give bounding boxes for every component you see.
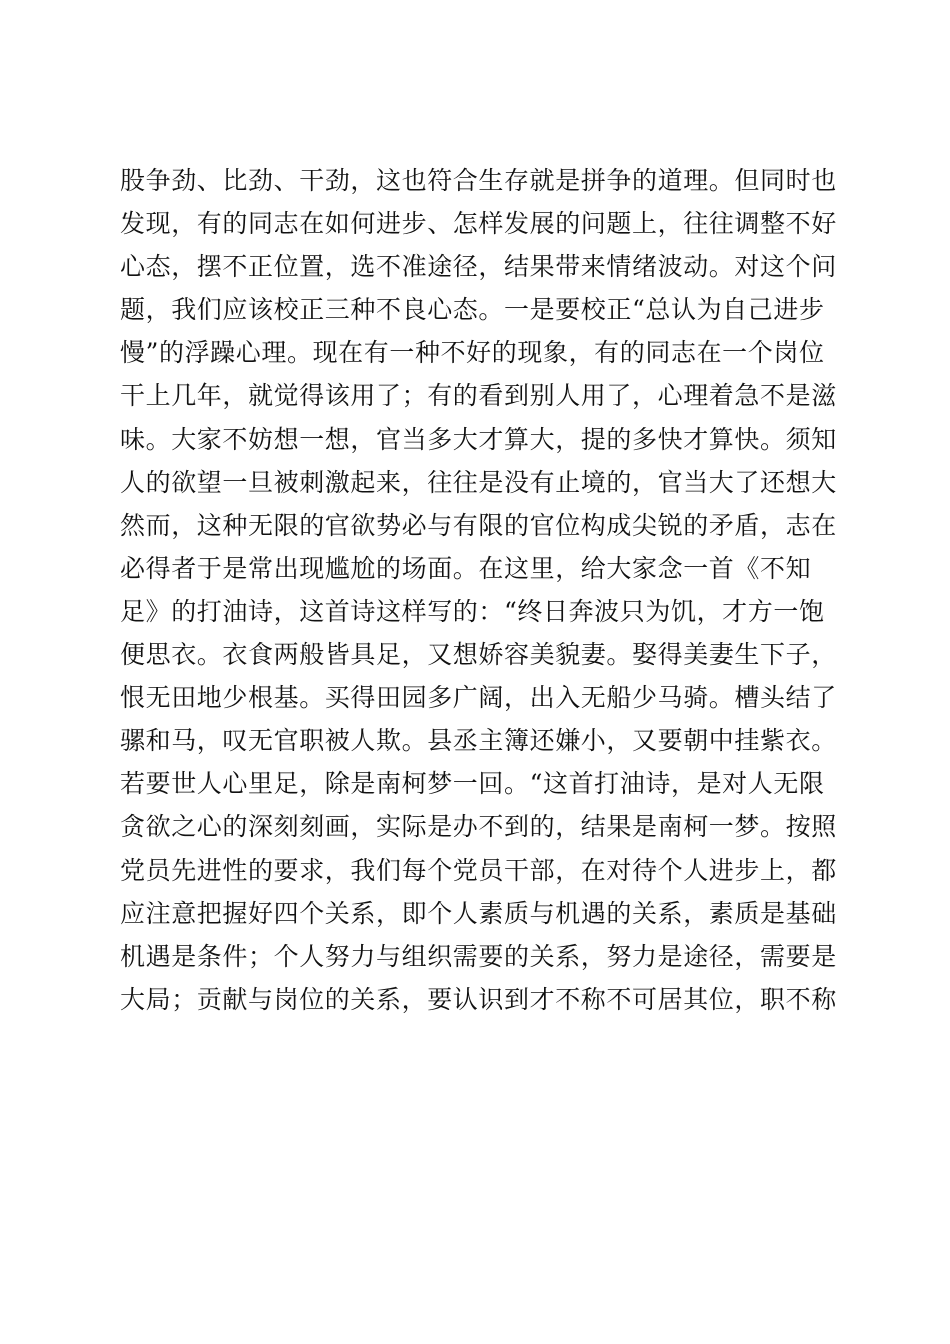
text-line-20: 大局；贡献与岗位的关系，要认识到才不称不可居其位，职不称 bbox=[120, 984, 837, 1014]
text-line-7: 味。大家不妨想一想，官当多大才算大，提的多快才算快。须知 bbox=[120, 424, 837, 454]
text-line-18: 应注意把握好四个关系，即个人素质与机遇的关系，素质是基础 bbox=[120, 898, 837, 928]
body-text bbox=[120, 159, 840, 1021]
text-line-19: 机遇是条件；个人努力与组织需要的关系，努力是途径，需要是 bbox=[120, 941, 837, 971]
text-line-6: 干上几年，就觉得该用了；有的看到别人用了，心理着急不是滋 bbox=[120, 381, 837, 411]
text-line-10: 必得者于是常出现尴尬的场面。在这里，给大家念一首《不知 bbox=[120, 553, 812, 583]
text-line-14: 骡和马，叹无官职被人欺。县丞主簿还嫌小，又要朝中挂紫衣。 bbox=[120, 726, 837, 756]
text-line-8: 人的欲望一旦被刺激起来，往往是没有止境的，官当大了还想大 bbox=[120, 467, 837, 497]
text-line-17: 党员先进性的要求，我们每个党员干部，在对待个人进步上，都 bbox=[120, 855, 837, 885]
text-line-2: 发现，有的同志在如何进步、怎样发展的问题上，往往调整不好 bbox=[120, 209, 837, 239]
text-line-5: 慢”的浮躁心理。现在有一种不好的现象，有的同志在一个岗位 bbox=[120, 338, 825, 368]
text-line-4: 题，我们应该校正三种不良心态。一是要校正“总认为自己进步 bbox=[120, 295, 825, 325]
text-line-9: 然而，这种无限的官欲势必与有限的官位构成尖锐的矛盾，志在 bbox=[120, 510, 837, 540]
text-line-16: 贪欲之心的深刻刻画，实际是办不到的，结果是南柯一梦。按照 bbox=[120, 812, 837, 842]
text-line-12: 便思衣。衣食两般皆具足，又想娇容美貌妻。娶得美妻生下子， bbox=[120, 640, 837, 670]
text-line-15: 若要世人心里足，除是南柯梦一回。“这首打油诗，是对人无限 bbox=[120, 769, 825, 799]
text-line-3: 心态，摆不正位置，选不准途径，结果带来情绪波动。对这个问 bbox=[120, 252, 837, 282]
text-line-1: 股争劲、比劲、干劲，这也符合生存就是拼争的道理。但同时也 bbox=[120, 166, 837, 195]
text-line-11: 足》的打油诗，这首诗这样写的：“终日奔波只为饥，才方一饱 bbox=[120, 596, 825, 626]
text-line-13: 恨无田地少根基。买得田园多广阔，出入无船少马骑。槽头结了 bbox=[120, 683, 837, 713]
